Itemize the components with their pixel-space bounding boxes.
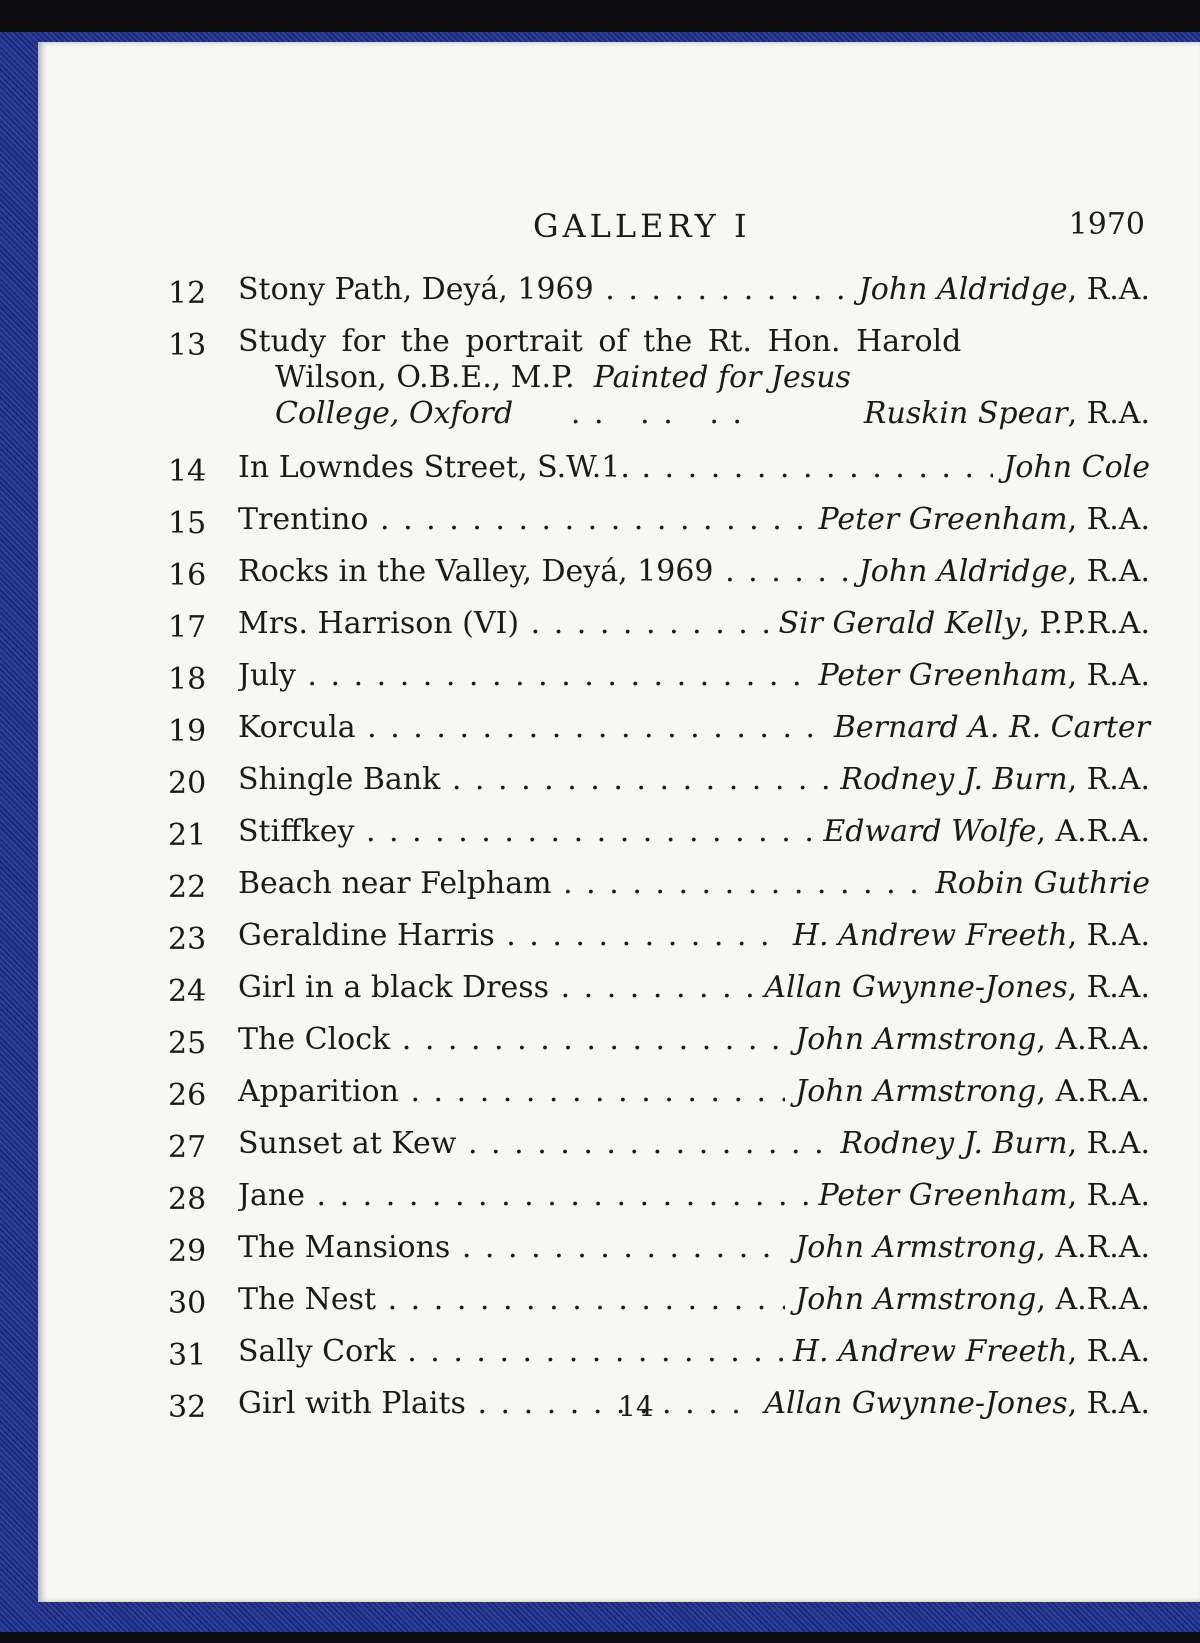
entry-title-subject: Wilson, O.B.E., M.P. xyxy=(275,360,575,395)
artist-honours: , R.A. xyxy=(1067,554,1150,589)
catalogue-year: 1970 xyxy=(1068,207,1145,242)
entry-artist xyxy=(830,762,1150,797)
artist-honours: , P.P.R.A. xyxy=(1020,606,1150,641)
entry-number: 24 xyxy=(168,974,207,1009)
entry-note-continued: College, Oxford xyxy=(275,396,514,431)
entry-number: 30 xyxy=(168,1286,207,1321)
artist-honours: , R.A. xyxy=(1067,502,1150,537)
entry-artist xyxy=(783,918,1150,953)
entry-artist xyxy=(785,1282,1150,1317)
artist-name: Robin Guthrie xyxy=(935,866,1150,901)
entry-artist xyxy=(849,272,1150,307)
entry-artist xyxy=(809,1178,1150,1213)
entry-title: In Lowndes Street, S.W.1. . . xyxy=(238,450,1150,485)
entry-artist xyxy=(769,606,1151,641)
entry-number: 12 xyxy=(168,276,207,311)
entry-title: The Mansions . . xyxy=(238,1230,1150,1265)
entry-title: Shingle Bank . . xyxy=(238,762,1150,797)
entry-list xyxy=(168,272,1150,1438)
entry-title: Stony Path, Deyá, 1969 . . xyxy=(238,272,1150,307)
entry-number: 16 xyxy=(168,558,207,593)
entry-title-line-2 xyxy=(275,360,851,395)
page-header xyxy=(38,207,1200,247)
entry-title: Sally Cork . . xyxy=(238,1334,1150,1369)
entry-number: 31 xyxy=(168,1338,207,1373)
entry-number: 32 xyxy=(168,1390,207,1425)
entry-title: Trentino . . xyxy=(238,502,1150,537)
entry-row xyxy=(168,554,1150,606)
entry-title: Girl with Plaits . . xyxy=(238,1386,1150,1421)
page-number: 14 xyxy=(618,1390,654,1423)
artist-name: Allan Gwynne-Jones xyxy=(764,970,1068,1005)
artist-name: H. Andrew Freeth xyxy=(792,918,1068,953)
entry-row xyxy=(168,324,1150,450)
entry-artist xyxy=(830,1126,1150,1161)
artist-name: Rodney J. Burn xyxy=(840,1126,1068,1161)
entry-number: 14 xyxy=(168,454,207,489)
artist-honours: , R.A. xyxy=(1067,762,1150,797)
entry-number: 25 xyxy=(168,1026,207,1061)
artist-name: John Cole xyxy=(1003,450,1150,485)
entry-number: 28 xyxy=(168,1182,207,1217)
entry-row xyxy=(168,970,1150,1022)
entry-row xyxy=(168,814,1150,866)
entry-artist xyxy=(854,396,1150,431)
entry-artist xyxy=(993,450,1150,485)
entry-row xyxy=(168,450,1150,502)
entry-number: 15 xyxy=(168,506,207,541)
entry-title: The Clock . . xyxy=(238,1022,1150,1057)
artist-honours: , R.A. xyxy=(1067,1334,1150,1369)
entry-row xyxy=(168,502,1150,554)
entry-artist xyxy=(809,658,1150,693)
artist-name: Sir Gerald Kelly xyxy=(778,606,1021,641)
entry-title: Geraldine Harris . . xyxy=(238,918,1150,953)
artist-honours: , R.A. xyxy=(1067,1386,1150,1421)
entry-row xyxy=(168,1074,1150,1126)
entry-artist xyxy=(849,554,1150,589)
entry-number: 26 xyxy=(168,1078,207,1113)
entry-row xyxy=(168,272,1150,324)
entry-artist xyxy=(809,502,1150,537)
entry-row xyxy=(168,1178,1150,1230)
artist-name: H. Andrew Freeth xyxy=(792,1334,1068,1369)
artist-honours: , R.A. xyxy=(1067,658,1150,693)
artist-honours: , R.A. xyxy=(1067,918,1150,953)
artist-name: Allan Gwynne-Jones xyxy=(764,1386,1068,1421)
artist-honours: , A.R.A. xyxy=(1036,1074,1150,1109)
artist-honours: , A.R.A. xyxy=(1036,1282,1150,1317)
artist-honours: , R.A. xyxy=(1067,272,1150,307)
entry-row xyxy=(168,1334,1150,1386)
artist-honours: , A.R.A. xyxy=(1036,1022,1150,1057)
artist-honours: , A.R.A. xyxy=(1036,1230,1150,1265)
entry-artist xyxy=(785,1230,1150,1265)
entry-title: Girl in a black Dress . . xyxy=(238,970,1150,1005)
entry-row xyxy=(168,1230,1150,1282)
entry-row xyxy=(168,606,1150,658)
entry-artist xyxy=(785,1022,1150,1057)
entry-number: 20 xyxy=(168,766,207,801)
artist-name: John Armstrong xyxy=(795,1022,1037,1057)
entry-number: 17 xyxy=(168,610,207,645)
entry-title-line-1: Study for the portrait of the Rt. Hon. Harold xyxy=(238,324,962,359)
artist-name: John Aldridge xyxy=(858,554,1068,589)
entry-row xyxy=(168,762,1150,814)
artist-name: John Aldridge xyxy=(858,272,1068,307)
entry-title-line-3 xyxy=(275,396,744,431)
entry-number: 18 xyxy=(168,662,207,697)
entry-artist xyxy=(783,1334,1150,1369)
artist-name: John Armstrong xyxy=(795,1230,1037,1265)
entry-number: 22 xyxy=(168,870,207,905)
entry-number: 13 xyxy=(168,328,207,363)
entry-title: The Nest . . xyxy=(238,1282,1150,1317)
entry-title: Beach near Felpham . . xyxy=(238,866,1150,901)
artist-name: Rodney J. Burn xyxy=(840,762,1068,797)
artist-name: Ruskin Spear xyxy=(863,396,1068,431)
entry-number: 27 xyxy=(168,1130,207,1165)
entry-artist xyxy=(754,1386,1150,1421)
entry-row xyxy=(168,866,1150,918)
entry-artist xyxy=(754,970,1150,1005)
entry-row xyxy=(168,1386,1150,1438)
artist-honours: , R.A. xyxy=(1067,1178,1150,1213)
entry-row xyxy=(168,1022,1150,1074)
entry-row xyxy=(168,658,1150,710)
artist-name: Edward Wolfe xyxy=(823,814,1037,849)
gallery-title: GALLERY I xyxy=(533,207,751,245)
artist-name: John Armstrong xyxy=(795,1282,1037,1317)
artist-honours: , R.A. xyxy=(1067,970,1150,1005)
artist-honours: , A.R.A. xyxy=(1036,814,1150,849)
entry-artist xyxy=(813,814,1150,849)
entry-title: Rocks in the Valley, Deyá, 1969 . . xyxy=(238,554,1150,589)
entry-number: 29 xyxy=(168,1234,207,1269)
entry-title: Sunset at Kew . . xyxy=(238,1126,1150,1161)
entry-title: Korcula . . xyxy=(238,710,1150,745)
entry-number: 23 xyxy=(168,922,207,957)
entry-title: July . . xyxy=(238,658,1150,693)
entry-row xyxy=(168,1126,1150,1178)
entry-artist xyxy=(824,710,1150,745)
catalogue-page xyxy=(38,42,1200,1602)
artist-honours: , R.A. xyxy=(1067,396,1150,431)
entry-number: 19 xyxy=(168,714,207,749)
entry-title: Mrs. Harrison (VI) . . xyxy=(238,606,1150,641)
artist-honours: , R.A. xyxy=(1067,1126,1150,1161)
entry-title: Jane . . xyxy=(238,1178,1150,1213)
artist-name: Peter Greenham xyxy=(818,658,1068,693)
entry-artist xyxy=(785,1074,1150,1109)
entry-title: Apparition . . xyxy=(238,1074,1150,1109)
artist-name: John Armstrong xyxy=(795,1074,1037,1109)
entry-number: 21 xyxy=(168,818,207,853)
entry-row xyxy=(168,1282,1150,1334)
artist-name: Bernard A. R. Carter xyxy=(833,710,1150,745)
artist-name: Peter Greenham xyxy=(818,502,1068,537)
entry-title: Stiffkey . . xyxy=(238,814,1150,849)
artist-name: Peter Greenham xyxy=(818,1178,1068,1213)
entry-row xyxy=(168,710,1150,762)
entry-note: Painted for Jesus xyxy=(593,360,851,395)
entry-artist xyxy=(925,866,1150,901)
entry-row xyxy=(168,918,1150,970)
